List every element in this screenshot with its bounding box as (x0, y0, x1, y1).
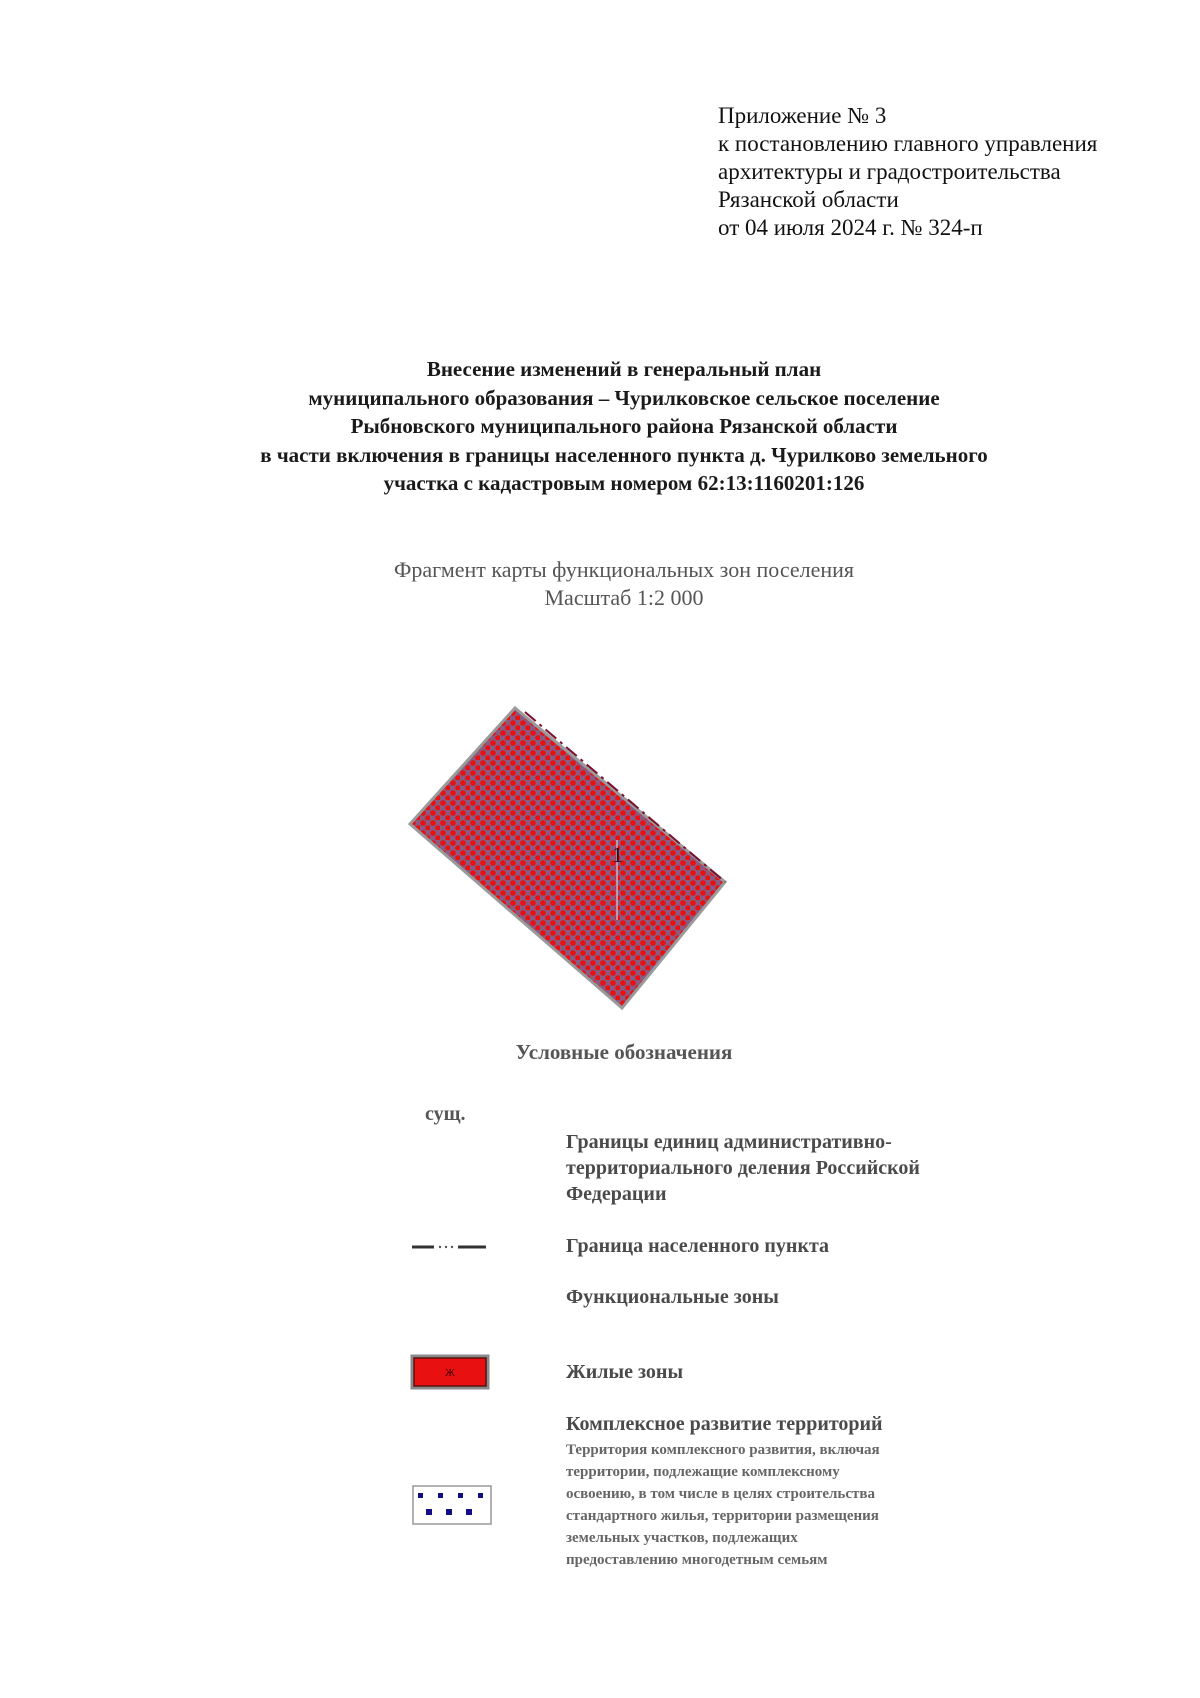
residential-zone-symbol (409, 1353, 491, 1391)
appendix-line: к постановлению главного управления (718, 131, 1098, 156)
land-plot-polygon (410, 708, 725, 1008)
legend-desc-line: предоставлению многодетным семьям (566, 1552, 828, 1568)
subtitle-line: Фрагмент карты функциональных зон поселения (393, 557, 855, 582)
legend-desc-line: территории, подлежащие комплексному (566, 1464, 840, 1480)
title-line: муниципального образования – Чурилковское сельское поселение (308, 385, 940, 410)
title-line: участка с кадастровым номером 62:13:1160201:126 (383, 471, 865, 495)
legend-desc-line: земельных участков, подлежащих (566, 1530, 798, 1546)
legend-settlement-boundary: Граница населенного пункта (566, 1235, 830, 1257)
map-subtitle (0, 556, 1200, 612)
appendix-line: от 04 июля 2024 г. № 324-п (718, 215, 983, 240)
legend-text-line: территориального деления Российской (566, 1157, 920, 1179)
legend-residential: Жилые зоны (566, 1361, 684, 1383)
legend-admin-boundary (566, 1129, 920, 1207)
legend-text-line: Федерации (566, 1183, 667, 1205)
document-title (0, 355, 1200, 498)
complex-development-symbol (412, 1485, 492, 1525)
existing-label: сущ. (425, 1103, 466, 1125)
map-label: 1 (612, 842, 623, 867)
title-line: в части включения в границы населенного пункта д. Чурилково земельного (260, 442, 988, 467)
legend-desc-line: стандартного жилья, территории размещения (566, 1508, 879, 1524)
map-fragment (380, 690, 760, 1030)
appendix-line: архитектуры и градостроительства (718, 159, 1061, 184)
scale-label: Масштаб 1:2 000 (544, 585, 704, 610)
legend-functional-zones-heading: Функциональные зоны (566, 1286, 779, 1308)
legend-complex-title: Комплексное развитие территорий (566, 1413, 883, 1435)
appendix-line: Приложение № 3 (718, 103, 887, 128)
legend-complex-desc (566, 1439, 880, 1571)
residential-symbol-text: Ж (445, 1367, 455, 1379)
appendix-line: Рязанской области (718, 187, 899, 212)
appendix-block (718, 102, 1097, 242)
legend-desc-line: освоению, в том числе в целях строительства (566, 1486, 875, 1502)
title-line: Рыбновского муниципального района Рязанской области (350, 414, 898, 438)
legend-desc-line: Территория комплексного развития, включая (566, 1442, 880, 1458)
settlement-boundary-symbol (410, 1240, 490, 1254)
legend-title: Условные обозначения (515, 1040, 733, 1064)
legend-text-line: Границы единиц административно- (566, 1131, 892, 1153)
title-line: Внесение изменений в генеральный план (426, 357, 822, 381)
